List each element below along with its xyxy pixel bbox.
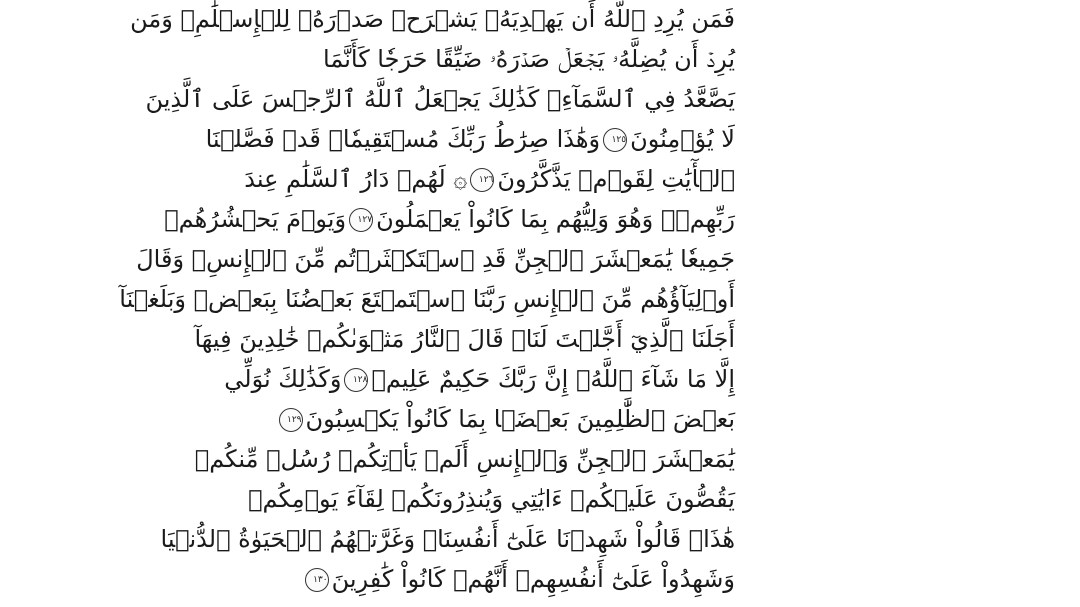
verse-text: وَهَٰذَا صِرَٰطُ رَبِّكَ مُسۡتَقِيمٗاۗ قَدۡ فَصَّلۡنَا — [205, 125, 601, 153]
verse-text: وَيَوۡمَ يَحۡشُرُهُمۡ — [164, 205, 347, 233]
verse-line — [130, 2, 735, 36]
verse-line — [194, 442, 735, 476]
verse-text: لَا يُؤۡمِنُونَ — [630, 125, 735, 153]
ayah-number-marker: ١٢٦ — [470, 168, 494, 192]
ayah-number-marker: ١٢٩ — [279, 408, 303, 432]
verse-line — [160, 522, 735, 556]
ayah-number-marker: ١٢٧ — [349, 208, 373, 232]
verse-line — [248, 482, 735, 516]
verse-line — [145, 82, 735, 116]
verse-text: بَعۡضَ ٱلظَّٰلِمِينَ بَعۡضَۢا بِمَا كَانُواْ يَكۡسِبُونَ — [305, 405, 735, 433]
verse-text: أَجَلَنَا ٱلَّذِيٓ أَجَّلۡتَ لَنَاۚ قَالَ ٱلنَّارُ مَثۡوَىٰكُمۡ خَٰلِدِينَ فِيهَآ — [194, 325, 735, 353]
verse-line — [244, 162, 735, 196]
verse-line — [164, 202, 735, 236]
verse-line — [194, 322, 735, 356]
verse-text: إِلَّا مَا شَآءَ ٱللَّهُۚ إِنَّ رَبَّكَ حَكِيمٌ عَلِيمٞ — [371, 365, 735, 393]
verse-text: فَمَن يُرِدِ ٱللَّهُ أَن يَهۡدِيَهُۥ يَشۡرَحۡ صَدۡرَهُۥ لِلۡإِسۡلَٰمِۖ وَمَن — [130, 5, 735, 33]
verse-text: ۞ لَهُمۡ دَارُ ٱلسَّلَٰمِ عِندَ — [244, 165, 468, 193]
quran-page — [119, 0, 735, 607]
verse-text: وَشَهِدُواْ عَلَىٰٓ أَنفُسِهِمۡ أَنَّهُمۡ كَانُواْ كَٰفِرِينَ — [331, 565, 735, 593]
verse-text: رَبِّهِمۡۖ وَهُوَ وَلِيُّهُم بِمَا كَانُواْ يَعۡمَلُونَ — [376, 205, 735, 233]
verse-line — [313, 562, 735, 596]
verse-text: أَوۡلِيَآؤُهُم مِّنَ ٱلۡإِنسِ رَبَّنَا ٱسۡتَمۡتَعَ بَعۡضُنَا بِبَعۡضٖ وَبَلَغۡنَآ — [119, 285, 735, 313]
verse-line — [286, 402, 735, 436]
verse-text: هَٰذَاۚ قَالُواْ شَهِدۡنَا عَلَىٰٓ أَنفُسِنَاۖ وَغَرَّتۡهُمُ ٱلۡحَيَوٰةُ ٱلدُّنۡيَا — [160, 525, 735, 553]
verse-text: يَٰمَعۡشَرَ ٱلۡجِنِّ وَٱلۡإِنسِ أَلَمۡ يَأۡتِكُمۡ رُسُلٞ مِّنكُمۡ — [194, 445, 735, 473]
verse-line — [136, 242, 735, 276]
verse-line — [323, 42, 735, 76]
ayah-number-marker: ١٢٨ — [344, 368, 368, 392]
verse-text: ٱلۡأٓيَٰتِ لِقَوۡمٖ يَذَّكَّرُونَ — [497, 165, 735, 193]
ayah-number-marker: ١٣٠ — [305, 568, 329, 592]
verse-line — [205, 122, 735, 156]
verse-text: وَكَذَٰلِكَ نُوَلِّي — [224, 365, 342, 393]
verse-line — [119, 282, 735, 316]
verse-line — [224, 362, 735, 396]
verse-text: يُرِدۡ أَن يُضِلَّهُۥ يَجۡعَلۡ صَدۡرَهُۥ ضَيِّقًا حَرَجٗا كَأَنَّمَا — [323, 45, 735, 73]
verse-text: جَمِيعٗا يَٰمَعۡشَرَ ٱلۡجِنِّ قَدِ ٱسۡتَكۡثَرۡتُم مِّنَ ٱلۡإِنسِۖ وَقَالَ — [136, 245, 735, 273]
ayah-number-marker: ١٢٥ — [603, 128, 627, 152]
verse-text: يَقُصُّونَ عَلَيۡكُمۡ ءَايَٰتِي وَيُنذِرُونَكُمۡ لِقَآءَ يَوۡمِكُمۡ — [248, 485, 735, 513]
verse-text: يَصَّعَّدُ فِي ٱلسَّمَآءِۚ كَذَٰلِكَ يَجۡعَلُ ٱللَّهُ ٱلرِّجۡسَ عَلَى ٱلَّذِينَ — [145, 85, 735, 113]
